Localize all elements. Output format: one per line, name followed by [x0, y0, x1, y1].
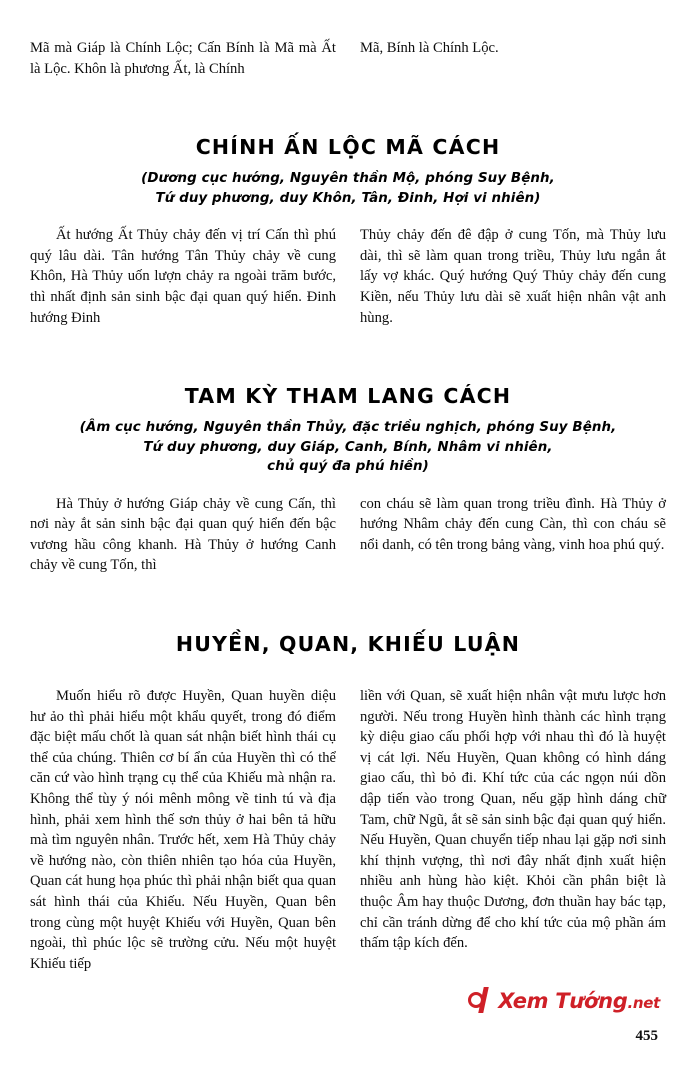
section-3-columns: [30, 686, 666, 974]
spacer: [30, 408, 666, 418]
section-2-right-paragraph: con cháu sẽ làm quan trong triều đình. Hà Thủy ở hướng Nhâm chảy đến cung Càn, thì con cháu sẽ nổi danh, có tên trong bảng vàng, vinh hoa phú quý.: [360, 495, 666, 553]
site-watermark: [468, 987, 660, 1015]
section-3-right-paragraph: liền với Quan, sẽ xuất hiện nhân vật mưu lược hơn người. Nếu trong Huyền hình thành các hình trạng kỳ diệu giao cấu phối hợp với nhau thì đó là huyệt vị cát lợi. Nếu Huyền, Quan không có hình dáng giao cấu, thì bỏ đi. Khí tức của các ngọn núi dồn dập tiến vào trong Quan, nếu gặp hình dáng chữ Tam, chữ Ngũ, ắt sẽ sản sinh bậc đại quan quý hiển. Nếu Huyền, Quan chuyển tiếp nhau lại gặp nơi sinh khí thịnh vượng, thì nơi đây nhất định xuất hiện nhiều anh hùng hào kiệt. Khỏi cần phân biệt là thuộc Âm hay thuộc Dương, đơn thuần hay bác tạp, chỉ cần tránh dừng để cho khí tức của mộ phần ám thấm tập kích đến.: [360, 688, 666, 952]
top-left-column: [30, 38, 336, 79]
section-3-left-column: [30, 686, 336, 974]
section-1-right-paragraph: Thủy chảy đến đê đập ở cung Tốn, mà Thủy lưu dài, thì sẽ làm quan trong triều, Thủy lưu ngắn ắt lấy vợ khác. Quý hướng Quý Thủy chảy đến cung Kiền, nếu Thủy lưu dài sẽ xuất hiện nhân vật anh hùng.: [360, 227, 666, 326]
spacer: [30, 576, 666, 632]
watermark-text: [498, 989, 660, 1013]
section-1-right-column: [360, 225, 666, 328]
spacer: [30, 477, 666, 494]
page-content: [30, 38, 666, 974]
section-1-subtitle: [30, 169, 666, 208]
section-2-subtitle-line-1: (Âm cục hướng, Nguyên thần Thủy, đặc triều nghịch, phóng Suy Bệnh,: [79, 420, 617, 436]
spacer: [30, 159, 666, 169]
section-3-left-paragraph: Muốn hiểu rõ được Huyền, Quan huyền diệu hư ảo thì phải hiểu một khẩu quyết, trong đó điểm đặc biệt mấu chốt là quan sát nhận biết hình thái cụ thể của chúng. Thiên cơ bí ẩn của Huyền thì có thể căn cứ vào hình trạng cụ thể của Khiếu mà nhận ra. Không thể tùy ý nói mênh mông về tinh tú và địa hình, phải xem hình thế sơn thủy ở hai bên tả hữu mà tìm nguyên nhân. Trước hết, xem Hà Thủy chảy về hướng nào, còn thiên nhiên tạo hóa của Huyền, Quan cát hung họa phúc thì phải nhận biết qua quan sát hình thái của Khiếu. Nếu Huyền, Quan bên trong cùng một huyệt Khiếu với Huyền, Quan bên ngoài, thì phúc lộc sẽ trường cửu. Nếu một huyệt Khiếu tiếp: [30, 688, 336, 972]
magnifier-icon: [468, 987, 494, 1015]
top-right-paragraph: Mã, Bính là Chính Lộc.: [360, 40, 499, 56]
section-1-heading: [30, 135, 666, 208]
section-3-heading: [30, 632, 666, 656]
top-right-column: [360, 38, 666, 79]
spacer: [30, 208, 666, 225]
section-2-subtitle: [30, 418, 666, 477]
spacer: [30, 79, 666, 135]
section-1-subtitle-line-2: Tứ duy phương, duy Khôn, Tân, Đinh, Hợi vi nhiên): [155, 190, 541, 206]
section-2-subtitle-line-3: chủ quý đa phú hiền): [267, 459, 429, 475]
section-2-right-column: [360, 494, 666, 576]
section-3-right-column: [360, 686, 666, 974]
spacer: [30, 328, 666, 384]
section-2-left-column: [30, 494, 336, 576]
section-2-columns: [30, 494, 666, 576]
section-1-left-column: [30, 225, 336, 328]
section-1-columns: [30, 225, 666, 328]
section-2-subtitle-line-2: Tứ duy phương, duy Giáp, Canh, Bính, Nhâm vi nhiên,: [143, 439, 553, 455]
page-number: 455: [635, 1028, 658, 1044]
spacer: [30, 656, 666, 686]
top-left-paragraph: Mã mà Giáp là Chính Lộc; Cấn Bính là Mã mà Ất là Lộc. Khôn là phương Ất, là Chính: [30, 40, 336, 77]
watermark-suffix: .net: [627, 994, 660, 1012]
section-2-left-paragraph: Hà Thủy ở hướng Giáp chảy về cung Cấn, thì nơi này ắt sản sinh bậc đại quan quý hiển đến bậc vương hầu công khanh. Hà Thủy ở hướng Canh chảy về cung Tốn, thì: [30, 495, 336, 574]
section-1-subtitle-line-1: (Dương cục hướng, Nguyên thần Mộ, phóng Suy Bệnh,: [141, 171, 555, 187]
top-paragraph-columns: [30, 38, 666, 79]
section-3-title: HUYỀN, QUAN, KHIẾU LUẬN: [175, 632, 521, 657]
section-1-left-paragraph: Ất hướng Ất Thủy chảy đến vị trí Cấn thì phú quý lâu dài. Tân hướng Tân Thủy chảy về cung Khôn, Hà Thủy uốn lượn chảy ra ngoài trăm bước, thì nhất định sản sinh bậc đại quan quý hiển. Đinh hướng Đinh: [30, 227, 336, 326]
section-2-title: TAM KỲ THAM LANG CÁCH: [184, 384, 512, 409]
section-1-title: CHÍNH ẤN LỘC MÃ CÁCH: [195, 135, 501, 160]
section-2-heading: [30, 384, 666, 477]
watermark-name: Xem Tướng: [498, 989, 628, 1013]
